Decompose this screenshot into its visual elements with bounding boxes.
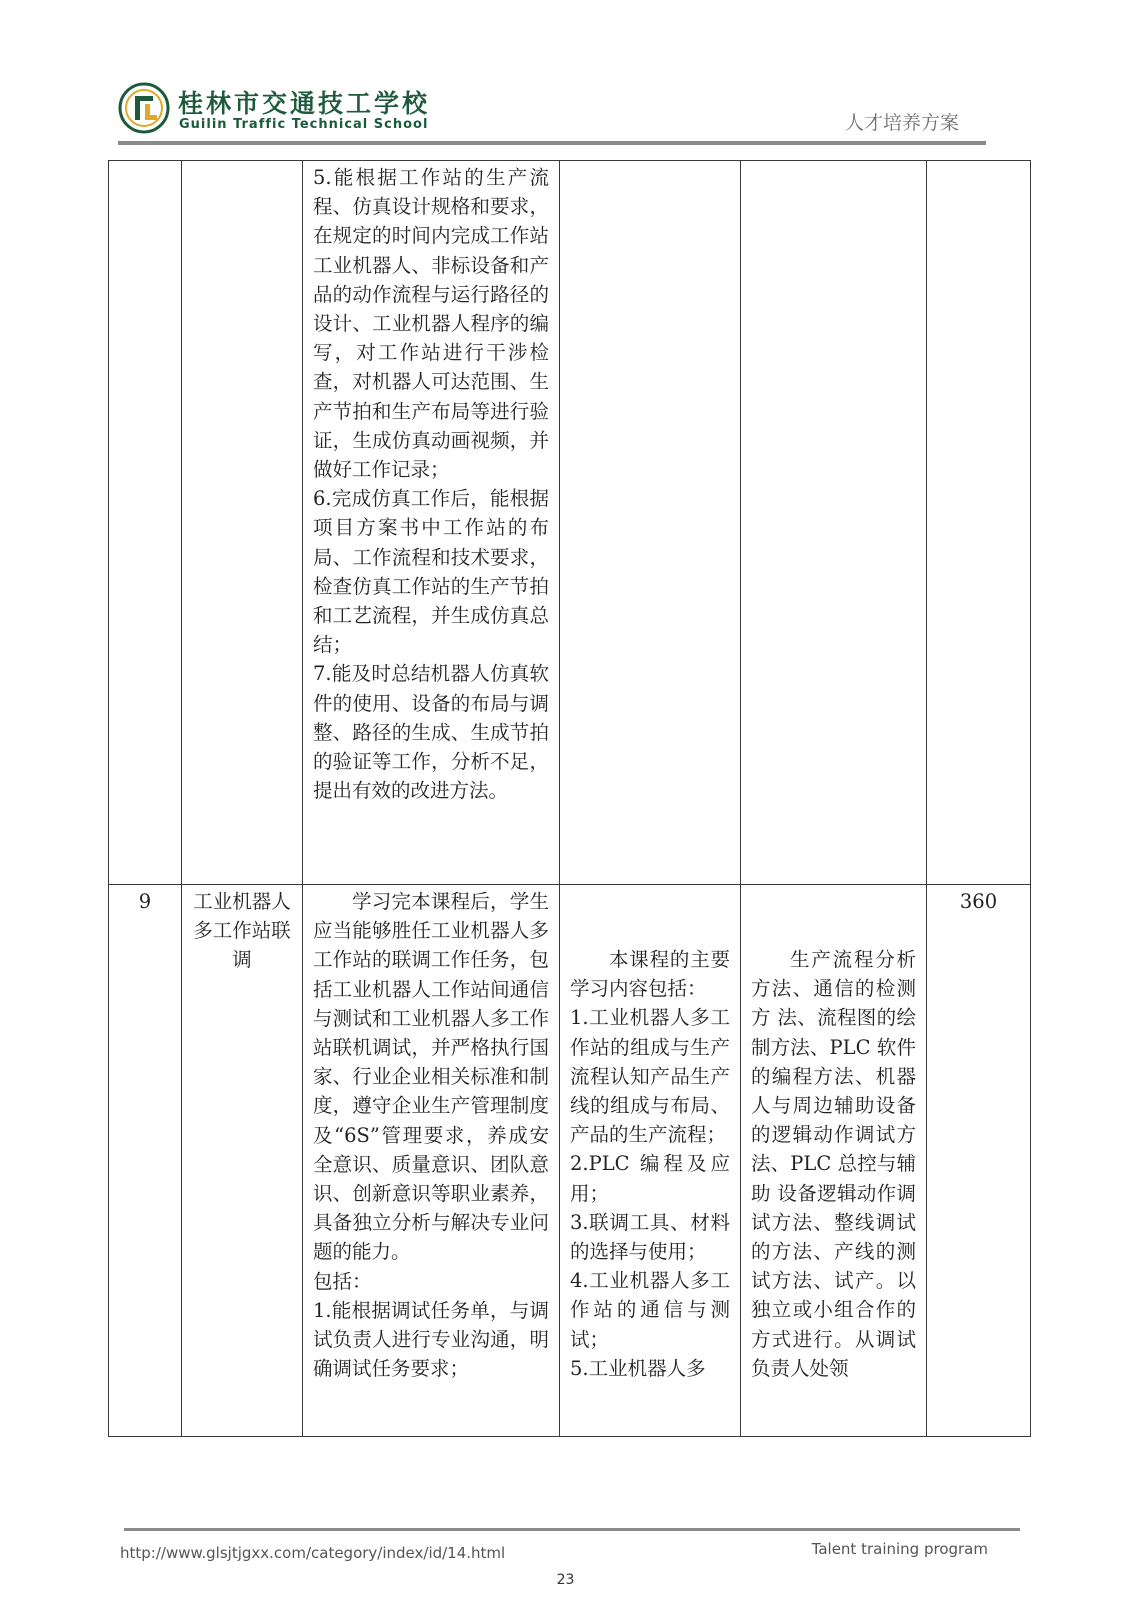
objectives-label: 包括： [313,1269,372,1293]
school-name-cn: 桂林市交通技工学校 [178,89,431,118]
school-logo-icon [118,82,170,134]
objectives-cell [303,885,560,1437]
content-cell [560,885,741,1437]
method-cell [741,161,927,885]
content-cell [560,161,741,885]
objectives-cell [303,161,560,885]
table-row [109,161,1031,885]
row-number-cell: 9 [109,885,182,1437]
school-name-en: Guilin Traffic Technical School [179,117,429,132]
document-title: 人才培养方案 [844,112,959,134]
objective-item: 7.能及时总结机器人仿真软件的使用、设备的布局与调整、路径的生成、生成节拍的验证等工作，分析不足，提出有效的改进方法。 [313,662,549,803]
content-item: 2.PLC 编程及应用； [570,1152,730,1205]
page-header [0,0,1131,160]
header-divider [118,141,986,145]
course-name-cell: 工业机器人多工作站联调 [182,885,303,1437]
page-number: 23 [556,1572,575,1588]
content-item: 1.工业机器人多工作站的组成与生产流程认知产品生产线的组成与布局、产品的生产流程； [570,1006,730,1147]
hours-cell: 360 [927,885,1031,1437]
footer-divider [124,1528,1020,1531]
method-text: 生产流程分析方法、通信的检测方 法、流程图的绘制方法、PLC 软件的编程方法、机器人与周边辅助设备的逻辑动作调试方法、PLC 总控与辅助 设备逻辑动作调试方法、整线调试的方法、产线的测试方法、试产。以独立或小组合作的方式进行。从调试负责人处领 [751,948,916,1380]
objective-item: 6.完成仿真工作后，能根据项目方案书中工作站的布局、工作流程和技术要求，检查仿真工作站的生产节拍和工艺流程，并生成仿真总结； [313,487,549,657]
objectives-intro: 学习完本课程后，学生应当能够胜任工业机器人多工作站的联调工作任务，包括工业机器人工作站间通信与测试和工业机器人多工作站联机调试，并严格执行国家、行业企业相关标准和制度，遵守企业生产管理制度及“6S”管理要求，养成安全意识、质量意识、团队意识、创新意识等职业素养，具备独立分析与解决专业问题的能力。 [313,890,549,1264]
objective-item: 1.能根据调试任务单，与调试负责人进行专业沟通，明确调试任务要求； [313,1298,549,1381]
content-item: 5.工业机器人多 [570,1356,706,1380]
content-intro: 本课程的主要学习内容包括： [570,948,730,1001]
footer-url: http://www.glsjtjgxx.com/category/index/id/14.html [120,1544,506,1562]
row-number-cell [109,161,182,885]
footer-tagline: Talent training program [811,1540,988,1558]
content-item: 4.工业机器人多工作站的通信与测试； [570,1269,730,1351]
method-cell [741,885,927,1437]
table-row [109,885,1031,1437]
curriculum-table [108,160,1031,1437]
content-item: 3.联调工具、材料的选择与使用； [570,1210,730,1264]
objective-item: 5.能根据工作站的生产流程、仿真设计规格和要求，在规定的时间内完成工作站工业机器人、非标设备和产品的动作流程与运行路径的设计、工业机器人程序的编写，对工作站进行干涉检查，对机器人可达范围、生产节拍和生产布局等进行验证，生成仿真动画视频，并做好工作记录； [313,166,549,482]
hours-cell [927,161,1031,885]
course-name-cell [182,161,303,885]
